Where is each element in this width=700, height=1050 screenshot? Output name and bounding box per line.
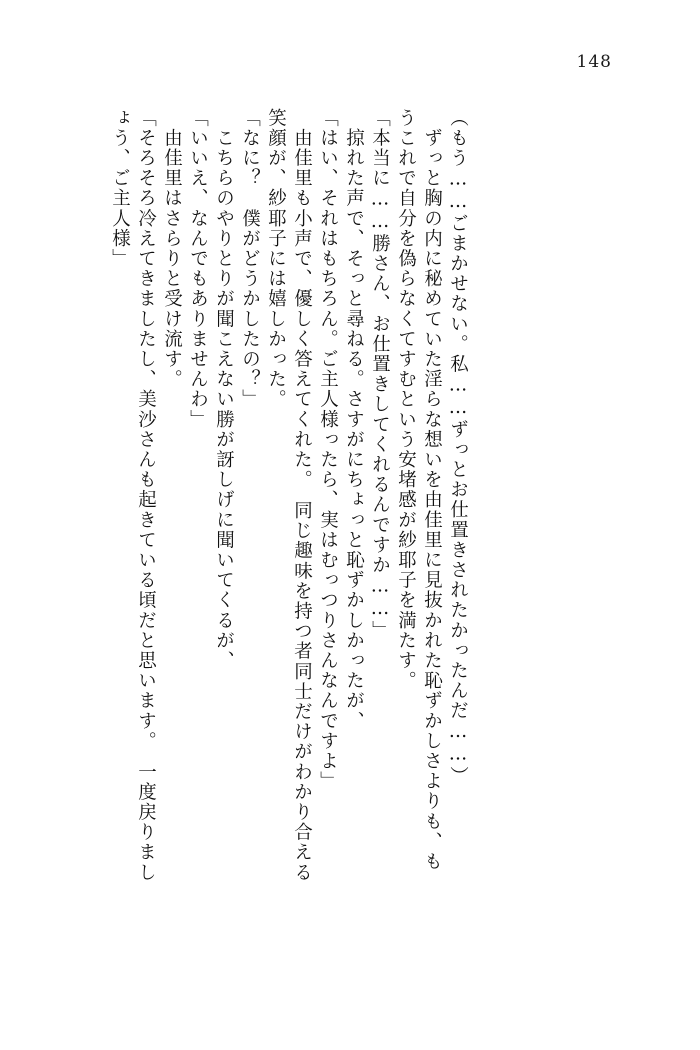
text-column: 由佳里も小声で、優しく答えてくれた。 同じ趣味を持つ者同士だけがわかり合える (291, 108, 313, 883)
text-column: 「そろそろ冷えてきましたし、美沙さんも起きている頃だと思います。 一度戻りまし (135, 108, 157, 883)
text-column: 「はい、それはもちろん。ご主人様ったら、実はむっつりさんなんですよ」 (317, 108, 339, 792)
text-column: 掠れた声で、そっと尋ねる。さすがにちょっと恥ずかしかったが、 (343, 108, 365, 732)
vertical-columns (110, 108, 467, 958)
text-column: ょう、ご主人様」 (109, 108, 131, 269)
text-column: うこれで自分を偽らなくてすむという安堵感が紗耶子を満たす。 (395, 108, 417, 691)
text-column: 笑顔が、紗耶子には嬉しかった。 (265, 108, 287, 410)
text-column: ずっと胸の内に秘めていた淫らな想いを由佳里に見抜かれた恥ずかしさよりも、も (421, 108, 443, 872)
text-column: 「いいえ、なんでもありませんわ」 (187, 108, 209, 430)
text-column: （もう……ごまかせない。私……ずっとお仕置きされたかったんだ……） (447, 108, 469, 787)
text-column: 「なに？ 僕がどうかしたの？」 (239, 108, 261, 410)
body-text-block (110, 108, 628, 958)
text-column: 「本当に……勝さん、お仕置きしてくれるんですか……」 (369, 108, 391, 641)
text-column: 由佳里はさらりと受け流す。 (161, 108, 183, 390)
page-number: 148 (576, 52, 612, 72)
text-column: こちらのやりとりが聞こえない勝が訝しげに聞いてくるが、 (213, 108, 235, 671)
